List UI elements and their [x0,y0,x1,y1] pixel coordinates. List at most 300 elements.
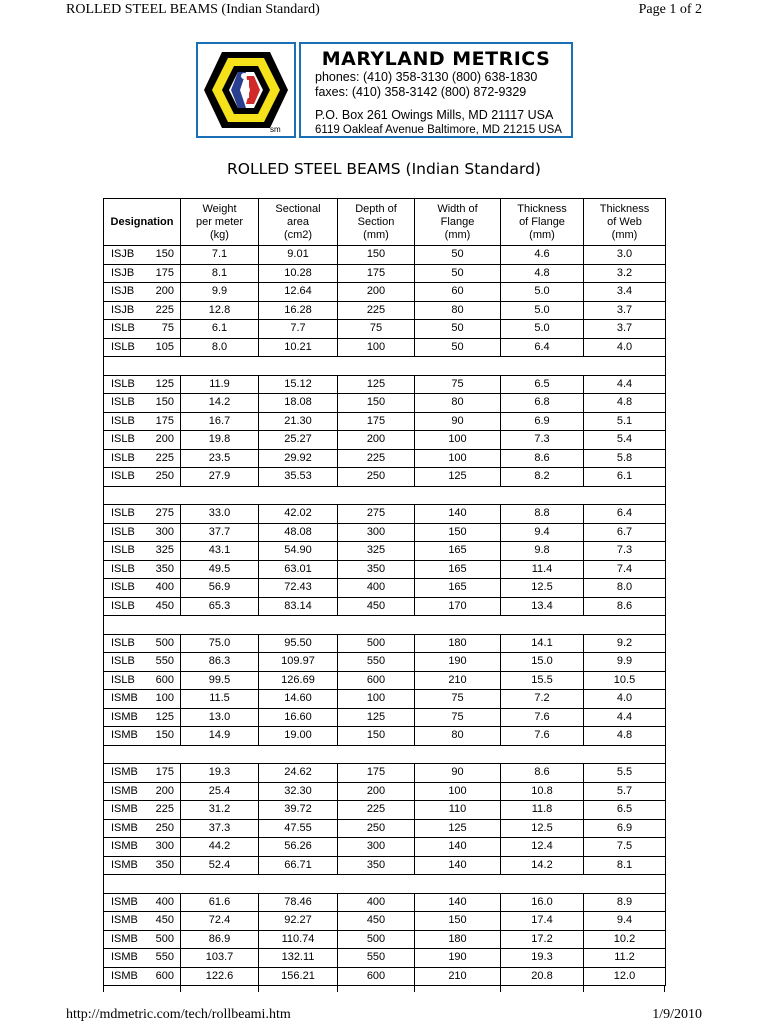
web-thickness-cell: 3.4 [584,283,666,302]
designation-cell [104,579,181,598]
table-continuation [103,986,665,992]
weight-cell: 49.5 [181,560,259,579]
web-thickness-cell: 11.2 [584,949,666,968]
depth-cell: 250 [338,819,415,838]
flange-thickness-cell: 7.6 [501,708,584,727]
designation-cell [104,394,181,413]
designation-cell [104,819,181,838]
web-thickness-cell: 8.6 [584,597,666,616]
web-thickness-cell: 8.1 [584,856,666,875]
depth-cell: 200 [338,431,415,450]
flange-thickness-cell: 20.8 [501,967,584,986]
area-cell: 72.43 [259,579,338,598]
flange-thickness-cell: 12.5 [501,819,584,838]
flange-width-cell: 100 [415,449,501,468]
flange-width-cell: 80 [415,301,501,320]
weight-cell: 99.5 [181,671,259,690]
designation-cell [104,431,181,450]
group-separator-row [104,357,666,376]
flange-thickness-cell: 7.3 [501,431,584,450]
table-row [104,264,666,283]
area-cell: 16.60 [259,708,338,727]
section-series: ISLB [111,581,135,593]
section-size: 350 [155,858,174,871]
section-size: 150 [155,396,174,408]
web-thickness-cell: 6.1 [584,468,666,487]
depth-cell: 550 [338,653,415,672]
weight-cell: 8.1 [181,264,259,283]
depth-cell: 250 [338,468,415,487]
designation-cell [104,801,181,820]
area-cell: 109.97 [259,653,338,672]
section-series: ISJB [111,248,135,260]
flange-thickness-cell: 13.4 [501,597,584,616]
section-size: 200 [155,433,174,445]
beams-table-body [104,246,666,986]
company-faxes: faxes: (410) 358-3142 (800) 872-9329 [315,85,527,99]
depth-cell: 400 [338,893,415,912]
section-series: ISLB [111,655,135,667]
table-row [104,597,666,616]
flange-width-cell: 190 [415,653,501,672]
section-series: ISLB [111,636,135,649]
area-cell: 14.60 [259,690,338,709]
weight-cell: 86.3 [181,653,259,672]
section-series: ISLB [111,599,135,612]
area-cell: 47.55 [259,819,338,838]
depth-cell: 125 [338,375,415,394]
depth-cell: 600 [338,967,415,986]
weight-cell: 16.7 [181,412,259,431]
flange-thickness-cell: 4.6 [501,246,584,265]
web-thickness-cell: 7.3 [584,542,666,561]
web-thickness-cell: 7.4 [584,560,666,579]
weight-cell: 103.7 [181,949,259,968]
section-size: 100 [155,692,174,704]
weight-cell: 14.2 [181,394,259,413]
header-thickness-web: Thickness of Web (mm) [584,199,666,246]
section-size: 500 [155,932,174,945]
section-size: 275 [155,507,174,519]
flange-width-cell: 80 [415,727,501,746]
area-cell: 29.92 [259,449,338,468]
area-cell: 156.21 [259,967,338,986]
depth-cell: 150 [338,727,415,746]
section-series: ISMB [111,969,138,982]
area-cell: 110.74 [259,930,338,949]
section-series: ISMB [111,766,138,778]
table-row [104,505,666,524]
weight-cell: 6.1 [181,320,259,339]
header-weight: Weight per meter (kg) [181,199,259,246]
depth-cell: 100 [338,690,415,709]
weight-cell: 52.4 [181,856,259,875]
web-thickness-cell: 6.5 [584,801,666,820]
web-thickness-cell: 8.9 [584,893,666,912]
section-series: ISJB [111,285,135,297]
weight-cell: 7.1 [181,246,259,265]
section-series: ISLB [111,470,135,482]
table-row [104,893,666,912]
section-series: ISJB [111,303,135,316]
section-size: 200 [155,285,174,297]
area-cell: 48.08 [259,523,338,542]
designation-cell [104,912,181,931]
flange-thickness-cell: 6.8 [501,394,584,413]
table-row [104,708,666,727]
section-size: 600 [155,673,174,686]
weight-cell: 19.8 [181,431,259,450]
web-thickness-cell: 5.4 [584,431,666,450]
web-thickness-cell: 12.0 [584,967,666,986]
flange-thickness-cell: 6.4 [501,338,584,357]
section-size: 175 [155,266,174,279]
web-thickness-cell: 10.2 [584,930,666,949]
flange-width-cell: 90 [415,412,501,431]
table-row [104,801,666,820]
area-cell: 126.69 [259,671,338,690]
weight-cell: 13.0 [181,708,259,727]
weight-cell: 44.2 [181,838,259,857]
designation-cell [104,301,181,320]
web-thickness-cell: 4.0 [584,690,666,709]
company-info-box [299,42,573,138]
flange-width-cell: 50 [415,264,501,283]
depth-cell: 350 [338,856,415,875]
weight-cell: 65.3 [181,597,259,616]
web-thickness-cell: 5.1 [584,412,666,431]
flange-width-cell: 100 [415,431,501,450]
section-series: ISMB [111,840,138,852]
header-area: Sectional area (cm2) [259,199,338,246]
flange-thickness-cell: 10.8 [501,782,584,801]
table-row [104,246,666,265]
section-series: ISMB [111,729,138,741]
flange-width-cell: 140 [415,505,501,524]
flange-width-cell: 165 [415,542,501,561]
weight-cell: 11.5 [181,690,259,709]
weight-cell: 23.5 [181,449,259,468]
designation-cell [104,727,181,746]
designation-cell [104,930,181,949]
flange-width-cell: 180 [415,634,501,653]
section-series: ISLB [111,562,135,575]
print-header [66,2,702,20]
flange-width-cell: 150 [415,912,501,931]
print-footer [66,1007,702,1025]
depth-cell: 500 [338,930,415,949]
flange-width-cell: 50 [415,338,501,357]
area-cell: 10.21 [259,338,338,357]
designation-cell [104,690,181,709]
weight-cell: 37.3 [181,819,259,838]
section-series: ISLB [111,433,135,445]
flange-width-cell: 140 [415,893,501,912]
area-cell: 15.12 [259,375,338,394]
weight-cell: 33.0 [181,505,259,524]
web-thickness-cell: 4.8 [584,394,666,413]
section-size: 175 [155,766,174,778]
area-cell: 63.01 [259,560,338,579]
section-series: ISLB [111,377,135,390]
area-cell: 39.72 [259,801,338,820]
web-thickness-cell: 9.9 [584,653,666,672]
designation-cell [104,560,181,579]
table-row [104,967,666,986]
section-size: 450 [155,599,174,612]
table-row [104,727,666,746]
section-size: 225 [155,803,174,815]
flange-width-cell: 170 [415,597,501,616]
section-size: 250 [155,821,174,834]
flange-width-cell: 125 [415,468,501,487]
area-cell: 78.46 [259,893,338,912]
section-series: ISLB [111,544,135,556]
section-size: 300 [155,840,174,852]
flange-thickness-cell: 15.5 [501,671,584,690]
flange-width-cell: 75 [415,375,501,394]
depth-cell: 75 [338,320,415,339]
designation-cell [104,449,181,468]
table-row [104,431,666,450]
web-thickness-cell: 4.4 [584,708,666,727]
section-size: 325 [155,544,174,556]
flange-width-cell: 80 [415,394,501,413]
area-cell: 35.53 [259,468,338,487]
table-row [104,634,666,653]
group-separator-row [104,616,666,635]
flange-thickness-cell: 9.4 [501,523,584,542]
web-thickness-cell: 4.0 [584,338,666,357]
flange-thickness-cell: 12.4 [501,838,584,857]
flange-width-cell: 150 [415,523,501,542]
table-row [104,560,666,579]
table-row [104,449,666,468]
web-thickness-cell: 5.5 [584,764,666,783]
area-cell: 18.08 [259,394,338,413]
depth-cell: 600 [338,671,415,690]
section-series: ISJB [111,266,135,279]
flange-width-cell: 190 [415,949,501,968]
depth-cell: 225 [338,301,415,320]
depth-cell: 225 [338,449,415,468]
table-row [104,375,666,394]
group-separator [104,745,666,764]
section-series: ISLB [111,322,135,334]
document-title: ROLLED STEEL BEAMS (Indian Standard) [227,160,541,178]
web-thickness-cell: 9.2 [584,634,666,653]
section-size: 550 [155,655,174,667]
designation-cell [104,375,181,394]
section-size: 400 [155,895,174,908]
area-cell: 95.50 [259,634,338,653]
web-thickness-cell: 4.8 [584,727,666,746]
section-size: 225 [155,451,174,464]
print-header-title: ROLLED STEEL BEAMS (Indian Standard) [66,2,320,17]
depth-cell: 150 [338,246,415,265]
depth-cell: 225 [338,801,415,820]
flange-thickness-cell: 11.4 [501,560,584,579]
area-cell: 9.01 [259,246,338,265]
section-series: ISLB [111,451,135,464]
depth-cell: 500 [338,634,415,653]
depth-cell: 100 [338,338,415,357]
group-separator-row [104,745,666,764]
depth-cell: 275 [338,505,415,524]
flange-width-cell: 125 [415,819,501,838]
table-row [104,764,666,783]
web-thickness-cell: 7.5 [584,838,666,857]
section-size: 150 [155,729,174,741]
designation-cell [104,838,181,857]
flange-width-cell: 140 [415,838,501,857]
section-size: 500 [155,636,174,649]
web-thickness-cell: 9.4 [584,912,666,931]
web-thickness-cell: 3.0 [584,246,666,265]
weight-cell: 56.9 [181,579,259,598]
section-series: ISMB [111,951,138,963]
flange-thickness-cell: 4.8 [501,264,584,283]
table-row [104,283,666,302]
area-cell: 132.11 [259,949,338,968]
header-thickness-flange: Thickness of Flange (mm) [501,199,584,246]
area-cell: 92.27 [259,912,338,931]
beams-table [103,198,666,986]
section-size: 200 [155,784,174,797]
flange-thickness-cell: 19.3 [501,949,584,968]
company-po-box: P.O. Box 261 Owings Mills, MD 21117 USA [315,108,554,122]
designation-cell [104,653,181,672]
section-size: 125 [155,710,174,723]
flange-width-cell: 60 [415,283,501,302]
web-thickness-cell: 5.8 [584,449,666,468]
depth-cell: 200 [338,283,415,302]
flange-thickness-cell: 8.6 [501,764,584,783]
table-row [104,523,666,542]
section-series: ISMB [111,710,138,723]
weight-cell: 19.3 [181,764,259,783]
web-thickness-cell: 6.9 [584,819,666,838]
designation-cell [104,338,181,357]
weight-cell: 31.2 [181,801,259,820]
table-row [104,782,666,801]
footer-date: 1/9/2010 [652,1007,702,1022]
designation-cell [104,320,181,339]
depth-cell: 350 [338,560,415,579]
weight-cell: 122.6 [181,967,259,986]
weight-cell: 72.4 [181,912,259,931]
area-cell: 21.30 [259,412,338,431]
section-series: ISLB [111,525,135,538]
weight-cell: 12.8 [181,301,259,320]
table-row [104,653,666,672]
group-separator [104,616,666,635]
flange-thickness-cell: 8.2 [501,468,584,487]
table-row [104,468,666,487]
section-size: 225 [155,303,174,316]
section-size: 300 [155,525,174,538]
header-designation: Designation [104,199,181,246]
designation-cell [104,246,181,265]
section-size: 550 [155,951,174,963]
header-depth: Depth of Section (mm) [338,199,415,246]
flange-width-cell: 75 [415,708,501,727]
web-thickness-cell: 8.0 [584,579,666,598]
designation-cell [104,412,181,431]
flange-thickness-cell: 6.5 [501,375,584,394]
web-thickness-cell: 3.7 [584,301,666,320]
group-separator-row [104,875,666,894]
section-series: ISMB [111,821,138,834]
section-series: ISMB [111,932,138,945]
flange-width-cell: 110 [415,801,501,820]
section-size: 350 [155,562,174,575]
flange-thickness-cell: 5.0 [501,301,584,320]
section-series: ISMB [111,914,138,926]
designation-cell [104,856,181,875]
area-cell: 25.27 [259,431,338,450]
section-size: 250 [155,470,174,482]
weight-cell: 61.6 [181,893,259,912]
group-separator [104,875,666,894]
area-cell: 66.71 [259,856,338,875]
depth-cell: 300 [338,838,415,857]
table-row [104,949,666,968]
flange-thickness-cell: 17.4 [501,912,584,931]
company-phones: phones: (410) 358-3130 (800) 638-1830 [315,70,538,84]
area-cell: 54.90 [259,542,338,561]
section-series: ISMB [111,895,138,908]
section-size: 400 [155,581,174,593]
designation-cell [104,283,181,302]
web-thickness-cell: 5.7 [584,782,666,801]
table-row [104,930,666,949]
weight-cell: 86.9 [181,930,259,949]
designation-cell [104,505,181,524]
flange-thickness-cell: 16.0 [501,893,584,912]
section-series: ISLB [111,673,135,686]
flange-thickness-cell: 8.6 [501,449,584,468]
section-size: 600 [155,969,174,982]
section-size: 175 [155,414,174,427]
designation-cell [104,468,181,487]
depth-cell: 400 [338,579,415,598]
table-row [104,819,666,838]
designation-cell [104,597,181,616]
table-row [104,856,666,875]
weight-cell: 8.0 [181,338,259,357]
flange-width-cell: 180 [415,930,501,949]
weight-cell: 37.7 [181,523,259,542]
section-series: ISMB [111,784,138,797]
flange-thickness-cell: 11.8 [501,801,584,820]
flange-width-cell: 50 [415,320,501,339]
flange-thickness-cell: 12.5 [501,579,584,598]
web-thickness-cell: 6.4 [584,505,666,524]
designation-cell [104,671,181,690]
section-series: ISMB [111,692,138,704]
depth-cell: 125 [338,708,415,727]
company-logo [196,42,296,138]
flange-thickness-cell: 7.2 [501,690,584,709]
depth-cell: 175 [338,412,415,431]
flange-width-cell: 140 [415,856,501,875]
designation-cell [104,782,181,801]
table-row [104,542,666,561]
depth-cell: 300 [338,523,415,542]
area-cell: 12.64 [259,283,338,302]
depth-cell: 175 [338,264,415,283]
